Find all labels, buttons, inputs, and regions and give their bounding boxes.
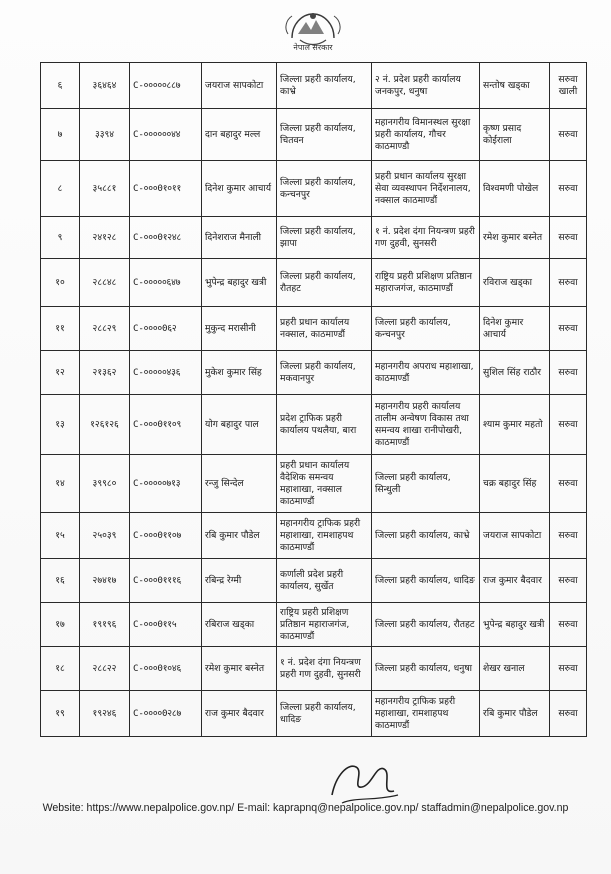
table-row <box>41 109 587 161</box>
current-office-cell: प्रहरी प्रधान कार्यालय वैदेशिक समन्वय महाशाखा, नक्साल काठमाण्डौं <box>277 455 372 513</box>
name-cell: भुपेन्द्र बहादुर खत्री <box>202 259 277 307</box>
status-cell: सरुवा <box>550 691 587 737</box>
table-body <box>41 63 587 737</box>
serial-number-cell: १० <box>41 259 80 307</box>
code-cell: C-०००0१११६ <box>130 559 202 603</box>
code-cell: C-००००0६२ <box>130 307 202 351</box>
table-row <box>41 559 587 603</box>
transfer-table <box>40 62 587 737</box>
code-cell: C-०००0११०७ <box>130 513 202 559</box>
name-cell: रन्जु सिन्देल <box>202 455 277 513</box>
table-row <box>41 351 587 395</box>
code-cell: C-०००0११०९ <box>130 395 202 455</box>
code-cell: C-०००0१०११ <box>130 161 202 217</box>
serial-number-cell: १४ <box>41 455 80 513</box>
replacement-cell: राज कुमार बैदवार <box>480 559 550 603</box>
code-cell: C-०००००४३६ <box>130 351 202 395</box>
table-row <box>41 395 587 455</box>
id-number-cell: ३६४६४ <box>80 63 130 109</box>
replacement-cell: रमेश कुमार बस्नेत <box>480 217 550 259</box>
table-row <box>41 513 587 559</box>
code-cell: C-०००००६४७ <box>130 259 202 307</box>
status-cell: सरुवा <box>550 513 587 559</box>
name-cell: राज कुमार बैदवार <box>202 691 277 737</box>
id-number-cell: २१३६२ <box>80 351 130 395</box>
current-office-cell: जिल्ला प्रहरी कार्यालय, धादिङ <box>277 691 372 737</box>
current-office-cell: जिल्ला प्रहरी कार्यालय, रौतहट <box>277 259 372 307</box>
replacement-cell: चक्र बहादुर सिंह <box>480 455 550 513</box>
code-cell: C-००००००४४ <box>130 109 202 161</box>
table-row <box>41 603 587 647</box>
new-office-cell: जिल्ला प्रहरी कार्यालय, काभ्रे <box>372 513 480 559</box>
current-office-cell: कर्णाली प्रदेश प्रहरी कार्यालय, सुर्खेत <box>277 559 372 603</box>
id-number-cell: १९२४६ <box>80 691 130 737</box>
serial-number-cell: ८ <box>41 161 80 217</box>
status-cell: सरुवा <box>550 307 587 351</box>
serial-number-cell: १५ <box>41 513 80 559</box>
status-cell: सरुवा <box>550 455 587 513</box>
serial-number-cell: १७ <box>41 603 80 647</box>
code-cell: C-०००००७१३ <box>130 455 202 513</box>
new-office-cell: जिल्ला प्रहरी कार्यालय, सिन्धुली <box>372 455 480 513</box>
name-cell: दिनेशराज मैनाली <box>202 217 277 259</box>
serial-number-cell: १९ <box>41 691 80 737</box>
replacement-cell: जयराज सापकोटा <box>480 513 550 559</box>
name-cell: रबिराज खड्का <box>202 603 277 647</box>
replacement-cell: सन्तोष खड्का <box>480 63 550 109</box>
code-cell: C-०००0१२४८ <box>130 217 202 259</box>
status-cell: सरुवा <box>550 647 587 691</box>
table-row <box>41 217 587 259</box>
current-office-cell: जिल्ला प्रहरी कार्यालय, चितवन <box>277 109 372 161</box>
serial-number-cell: ६ <box>41 63 80 109</box>
current-office-cell: जिल्ला प्रहरी कार्यालय, झापा <box>277 217 372 259</box>
replacement-cell: विश्वमणी पोखेल <box>480 161 550 217</box>
new-office-cell: १ नं. प्रदेश दंगा नियन्त्रण प्रहरी गण दुहवी, सुनसरी <box>372 217 480 259</box>
id-number-cell: १२६१२६ <box>80 395 130 455</box>
status-cell: सरुवा <box>550 109 587 161</box>
seal-caption: नेपाल सरकार <box>293 43 333 52</box>
current-office-cell: राष्ट्रिय प्रहरी प्रशिक्षण प्रतिष्ठान महाराजगंज, काठमाण्डौं <box>277 603 372 647</box>
serial-number-cell: ९ <box>41 217 80 259</box>
status-cell: सरुवा <box>550 217 587 259</box>
table-row <box>41 259 587 307</box>
id-number-cell: २४१२८ <box>80 217 130 259</box>
footer-contact: Website: https://www.nepalpolice.gov.np/ E-mail: kaprapnq@nepalpolice.gov.np/ staffadmin@nepalpolice.gov.np <box>42 802 569 814</box>
id-number-cell: २८८२२ <box>80 647 130 691</box>
name-cell: मुकुन्द मरासीनी <box>202 307 277 351</box>
serial-number-cell: १२ <box>41 351 80 395</box>
name-cell: रमेश कुमार बस्नेत <box>202 647 277 691</box>
status-cell: सरुवा <box>550 259 587 307</box>
table-row <box>41 307 587 351</box>
table-row <box>41 161 587 217</box>
new-office-cell: प्रहरी प्रधान कार्यालय सुरक्षा सेवा व्यवस्थापन निर्देशनालय, नक्साल काठमाण्डौं <box>372 161 480 217</box>
new-office-cell: महानगरीय विमानस्थल सुरक्षा प्रहरी कार्यालय, गौचर काठमाण्डौ <box>372 109 480 161</box>
id-number-cell: २७४१७ <box>80 559 130 603</box>
replacement-cell: शेखर खनाल <box>480 647 550 691</box>
status-cell: सरुवा <box>550 161 587 217</box>
new-office-cell: जिल्ला प्रहरी कार्यालय, धनुषा <box>372 647 480 691</box>
status-cell: सरुवा <box>550 559 587 603</box>
id-number-cell: २५०३९ <box>80 513 130 559</box>
status-cell: सरुवा खाली <box>550 63 587 109</box>
name-cell: दिनेश कुमार आचार्य <box>202 161 277 217</box>
id-number-cell: ३३९४ <box>80 109 130 161</box>
status-cell: सरुवा <box>550 351 587 395</box>
table-row <box>41 455 587 513</box>
status-cell: सरुवा <box>550 603 587 647</box>
name-cell: रबिन्द्र रेग्मी <box>202 559 277 603</box>
replacement-cell: श्याम कुमार महतो <box>480 395 550 455</box>
new-office-cell: जिल्ला प्रहरी कार्यालय, कन्चनपुर <box>372 307 480 351</box>
id-number-cell: २८८२९ <box>80 307 130 351</box>
replacement-cell: भुपेन्द्र बहादुर खत्री <box>480 603 550 647</box>
name-cell: रबि कुमार पौडेल <box>202 513 277 559</box>
replacement-cell: रविराज खड्का <box>480 259 550 307</box>
replacement-cell: सुशिल सिंह राठौर <box>480 351 550 395</box>
replacement-cell: कृष्ण प्रसाद कोईराला <box>480 109 550 161</box>
name-cell: दान बहादुर मल्ल <box>202 109 277 161</box>
name-cell: मुकेश कुमार सिंह <box>202 351 277 395</box>
new-office-cell: महानगरीय ट्राफिक प्रहरी महाशाखा, रामशाहपथ काठमाण्डौं <box>372 691 480 737</box>
new-office-cell: जिल्ला प्रहरी कार्यालय, रौतहट <box>372 603 480 647</box>
current-office-cell: प्रहरी प्रधान कार्यालय नक्साल, काठमाण्डौं <box>277 307 372 351</box>
code-cell: C-००००0२८७ <box>130 691 202 737</box>
code-cell: C-०००0११५ <box>130 603 202 647</box>
name-cell: योग बहादुर पाल <box>202 395 277 455</box>
serial-number-cell: १६ <box>41 559 80 603</box>
replacement-cell: दिनेश कुमार आचार्य <box>480 307 550 351</box>
current-office-cell: जिल्ला प्रहरी कार्यालय, कन्चनपुर <box>277 161 372 217</box>
new-office-cell: २ नं. प्रदेश प्रहरी कार्यालय जनकपुर, धनुषा <box>372 63 480 109</box>
new-office-cell: जिल्ला प्रहरी कार्यालय, धादिङ <box>372 559 480 603</box>
table-row <box>41 647 587 691</box>
serial-number-cell: १३ <box>41 395 80 455</box>
serial-number-cell: ११ <box>41 307 80 351</box>
new-office-cell: महानगरीय अपराध महाशाखा, काठमाण्डौं <box>372 351 480 395</box>
current-office-cell: १ नं. प्रदेश दंगा नियन्त्रण प्रहरी गण दुहवी, सुनसरी <box>277 647 372 691</box>
current-office-cell: प्रदेश ट्राफिक प्रहरी कार्यालय पथलैया, बारा <box>277 395 372 455</box>
serial-number-cell: ७ <box>41 109 80 161</box>
current-office-cell: जिल्ला प्रहरी कार्यालय, मकवानपुर <box>277 351 372 395</box>
table-row <box>41 63 587 109</box>
new-office-cell: महानगरीय प्रहरी कार्यालय तालीम अन्वेषण विकास तथा समन्वय शाखा रानीपोखरी, काठमाण्डौं <box>372 395 480 455</box>
current-office-cell: महानगरीय ट्राफिक प्रहरी महाशाखा, रामशाहपथ काठमाण्डौं <box>277 513 372 559</box>
replacement-cell: रबि कुमार पौडेल <box>480 691 550 737</box>
id-number-cell: १९१९६ <box>80 603 130 647</box>
id-number-cell: ३५८८१ <box>80 161 130 217</box>
code-cell: C-०००००८८७ <box>130 63 202 109</box>
id-number-cell: ३९९८० <box>80 455 130 513</box>
code-cell: C-०००0१०४६ <box>130 647 202 691</box>
table-row <box>41 691 587 737</box>
serial-number-cell: १८ <box>41 647 80 691</box>
name-cell: जयराज सापकोटा <box>202 63 277 109</box>
status-cell: सरुवा <box>550 395 587 455</box>
id-number-cell: २८८४८ <box>80 259 130 307</box>
new-office-cell: राष्ट्रिय प्रहरी प्रशिक्षण प्रतिष्ठान महाराजगंज, काठमाण्डौं <box>372 259 480 307</box>
current-office-cell: जिल्ला प्रहरी कार्यालय, काभ्रे <box>277 63 372 109</box>
